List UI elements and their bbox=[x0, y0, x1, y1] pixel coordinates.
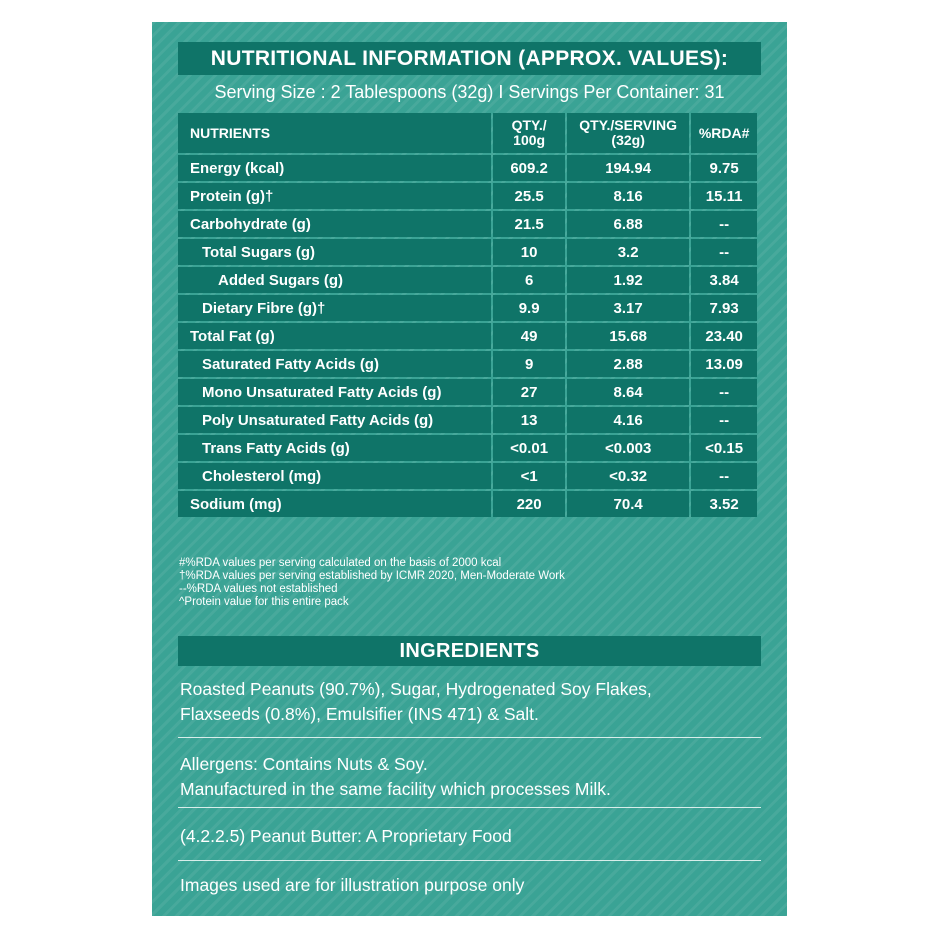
allergens-line-2: Manufactured in the same facility which processes Milk. bbox=[180, 779, 611, 799]
nutrient-name: Energy (kcal) bbox=[178, 155, 491, 181]
proprietary-food-text: (4.2.2.5) Peanut Butter: A Proprietary Food bbox=[180, 826, 512, 846]
nutrient-name: Carbohydrate (g) bbox=[178, 211, 491, 237]
table-row bbox=[178, 435, 757, 461]
nutrient-name: Total Sugars (g) bbox=[178, 239, 491, 265]
footnotes bbox=[179, 557, 565, 609]
rda-value: <0.15 bbox=[691, 435, 757, 461]
qty-100g: <0.01 bbox=[493, 435, 565, 461]
qty-serving: <0.003 bbox=[567, 435, 689, 461]
qty-serving: 15.68 bbox=[567, 323, 689, 349]
qty-serving: 4.16 bbox=[567, 407, 689, 433]
rda-value: 3.52 bbox=[691, 491, 757, 517]
table-row bbox=[178, 211, 757, 237]
footnote-icmr: †%RDA values per serving established by ICMR 2020, Men-Moderate Work bbox=[179, 570, 565, 582]
qty-100g: 9.9 bbox=[493, 295, 565, 321]
ingredients-title: INGREDIENTS bbox=[178, 636, 761, 666]
nutrient-name: Dietary Fibre (g)† bbox=[178, 295, 491, 321]
nutrient-name: Added Sugars (g) bbox=[178, 267, 491, 293]
nutrient-name: Mono Unsaturated Fatty Acids (g) bbox=[178, 379, 491, 405]
qty-100g: 6 bbox=[493, 267, 565, 293]
illustration-disclaimer: Images used are for illustration purpose only bbox=[180, 875, 525, 895]
table-row bbox=[178, 239, 757, 265]
header-rda: %RDA# bbox=[691, 113, 757, 153]
qty-100g: 9 bbox=[493, 351, 565, 377]
table-row bbox=[178, 407, 757, 433]
table-row bbox=[178, 267, 757, 293]
nutrient-name: Total Fat (g) bbox=[178, 323, 491, 349]
qty-100g: 13 bbox=[493, 407, 565, 433]
header-nutrients: NUTRIENTS bbox=[178, 113, 491, 153]
qty-serving: <0.32 bbox=[567, 463, 689, 489]
rda-value: 15.11 bbox=[691, 183, 757, 209]
qty-100g: 609.2 bbox=[493, 155, 565, 181]
qty-100g: 21.5 bbox=[493, 211, 565, 237]
nutrient-name: Protein (g)† bbox=[178, 183, 491, 209]
header-qty-100g-line1: QTY./ bbox=[511, 117, 547, 133]
ingredients-line-1: Roasted Peanuts (90.7%), Sugar, Hydrogenated Soy Flakes, bbox=[180, 679, 652, 699]
nutrition-table bbox=[176, 111, 759, 519]
nutrition-label-panel bbox=[152, 22, 787, 916]
divider bbox=[178, 807, 761, 808]
table-row bbox=[178, 463, 757, 489]
qty-serving: 1.92 bbox=[567, 267, 689, 293]
qty-serving: 3.2 bbox=[567, 239, 689, 265]
ingredients-line-2: Flaxseeds (0.8%), Emulsifier (INS 471) & Salt. bbox=[180, 704, 539, 724]
qty-serving: 8.16 bbox=[567, 183, 689, 209]
rda-value: 23.40 bbox=[691, 323, 757, 349]
divider bbox=[178, 737, 761, 738]
header-qty-100g-line2: 100g bbox=[513, 132, 546, 148]
qty-100g: <1 bbox=[493, 463, 565, 489]
table-row bbox=[178, 491, 757, 517]
qty-serving: 2.88 bbox=[567, 351, 689, 377]
qty-100g: 220 bbox=[493, 491, 565, 517]
rda-value: 3.84 bbox=[691, 267, 757, 293]
ingredients-text bbox=[180, 677, 760, 727]
nutrition-title: NUTRITIONAL INFORMATION (APPROX. VALUES): bbox=[178, 42, 761, 75]
table-header-row bbox=[178, 113, 757, 153]
header-qty-serving bbox=[567, 113, 689, 153]
qty-serving: 3.17 bbox=[567, 295, 689, 321]
qty-100g: 27 bbox=[493, 379, 565, 405]
footnote-protein: ^Protein value for this entire pack bbox=[179, 596, 349, 608]
rda-value: -- bbox=[691, 211, 757, 237]
rda-value: -- bbox=[691, 407, 757, 433]
rda-value: 9.75 bbox=[691, 155, 757, 181]
rda-value: -- bbox=[691, 379, 757, 405]
nutrient-name: Trans Fatty Acids (g) bbox=[178, 435, 491, 461]
qty-serving: 6.88 bbox=[567, 211, 689, 237]
serving-size-line: Serving Size : 2 Tablespoons (32g) I Servings Per Container: 31 bbox=[214, 82, 725, 102]
nutrient-name: Cholesterol (mg) bbox=[178, 463, 491, 489]
header-qty-100g bbox=[493, 113, 565, 153]
rda-value: 13.09 bbox=[691, 351, 757, 377]
qty-100g: 10 bbox=[493, 239, 565, 265]
table-row bbox=[178, 183, 757, 209]
rda-value: 7.93 bbox=[691, 295, 757, 321]
table-row bbox=[178, 351, 757, 377]
table-row bbox=[178, 155, 757, 181]
allergens-line-1: Allergens: Contains Nuts & Soy. bbox=[180, 754, 428, 774]
divider bbox=[178, 860, 761, 861]
qty-100g: 25.5 bbox=[493, 183, 565, 209]
footnote-not-established: --%RDA values not established bbox=[179, 583, 338, 595]
nutrient-name: Poly Unsaturated Fatty Acids (g) bbox=[178, 407, 491, 433]
header-qty-serving-line2: (32g) bbox=[611, 132, 645, 148]
rda-value: -- bbox=[691, 239, 757, 265]
table-row bbox=[178, 379, 757, 405]
footnote-rda-basis: #%RDA values per serving calculated on the basis of 2000 kcal bbox=[179, 557, 502, 569]
allergens-text bbox=[180, 752, 760, 802]
rda-value: -- bbox=[691, 463, 757, 489]
table-row bbox=[178, 295, 757, 321]
qty-serving: 194.94 bbox=[567, 155, 689, 181]
nutrient-name: Sodium (mg) bbox=[178, 491, 491, 517]
nutrient-name: Saturated Fatty Acids (g) bbox=[178, 351, 491, 377]
header-qty-serving-line1: QTY./SERVING bbox=[579, 117, 678, 133]
qty-serving: 70.4 bbox=[567, 491, 689, 517]
qty-100g: 49 bbox=[493, 323, 565, 349]
qty-serving: 8.64 bbox=[567, 379, 689, 405]
table-row bbox=[178, 323, 757, 349]
